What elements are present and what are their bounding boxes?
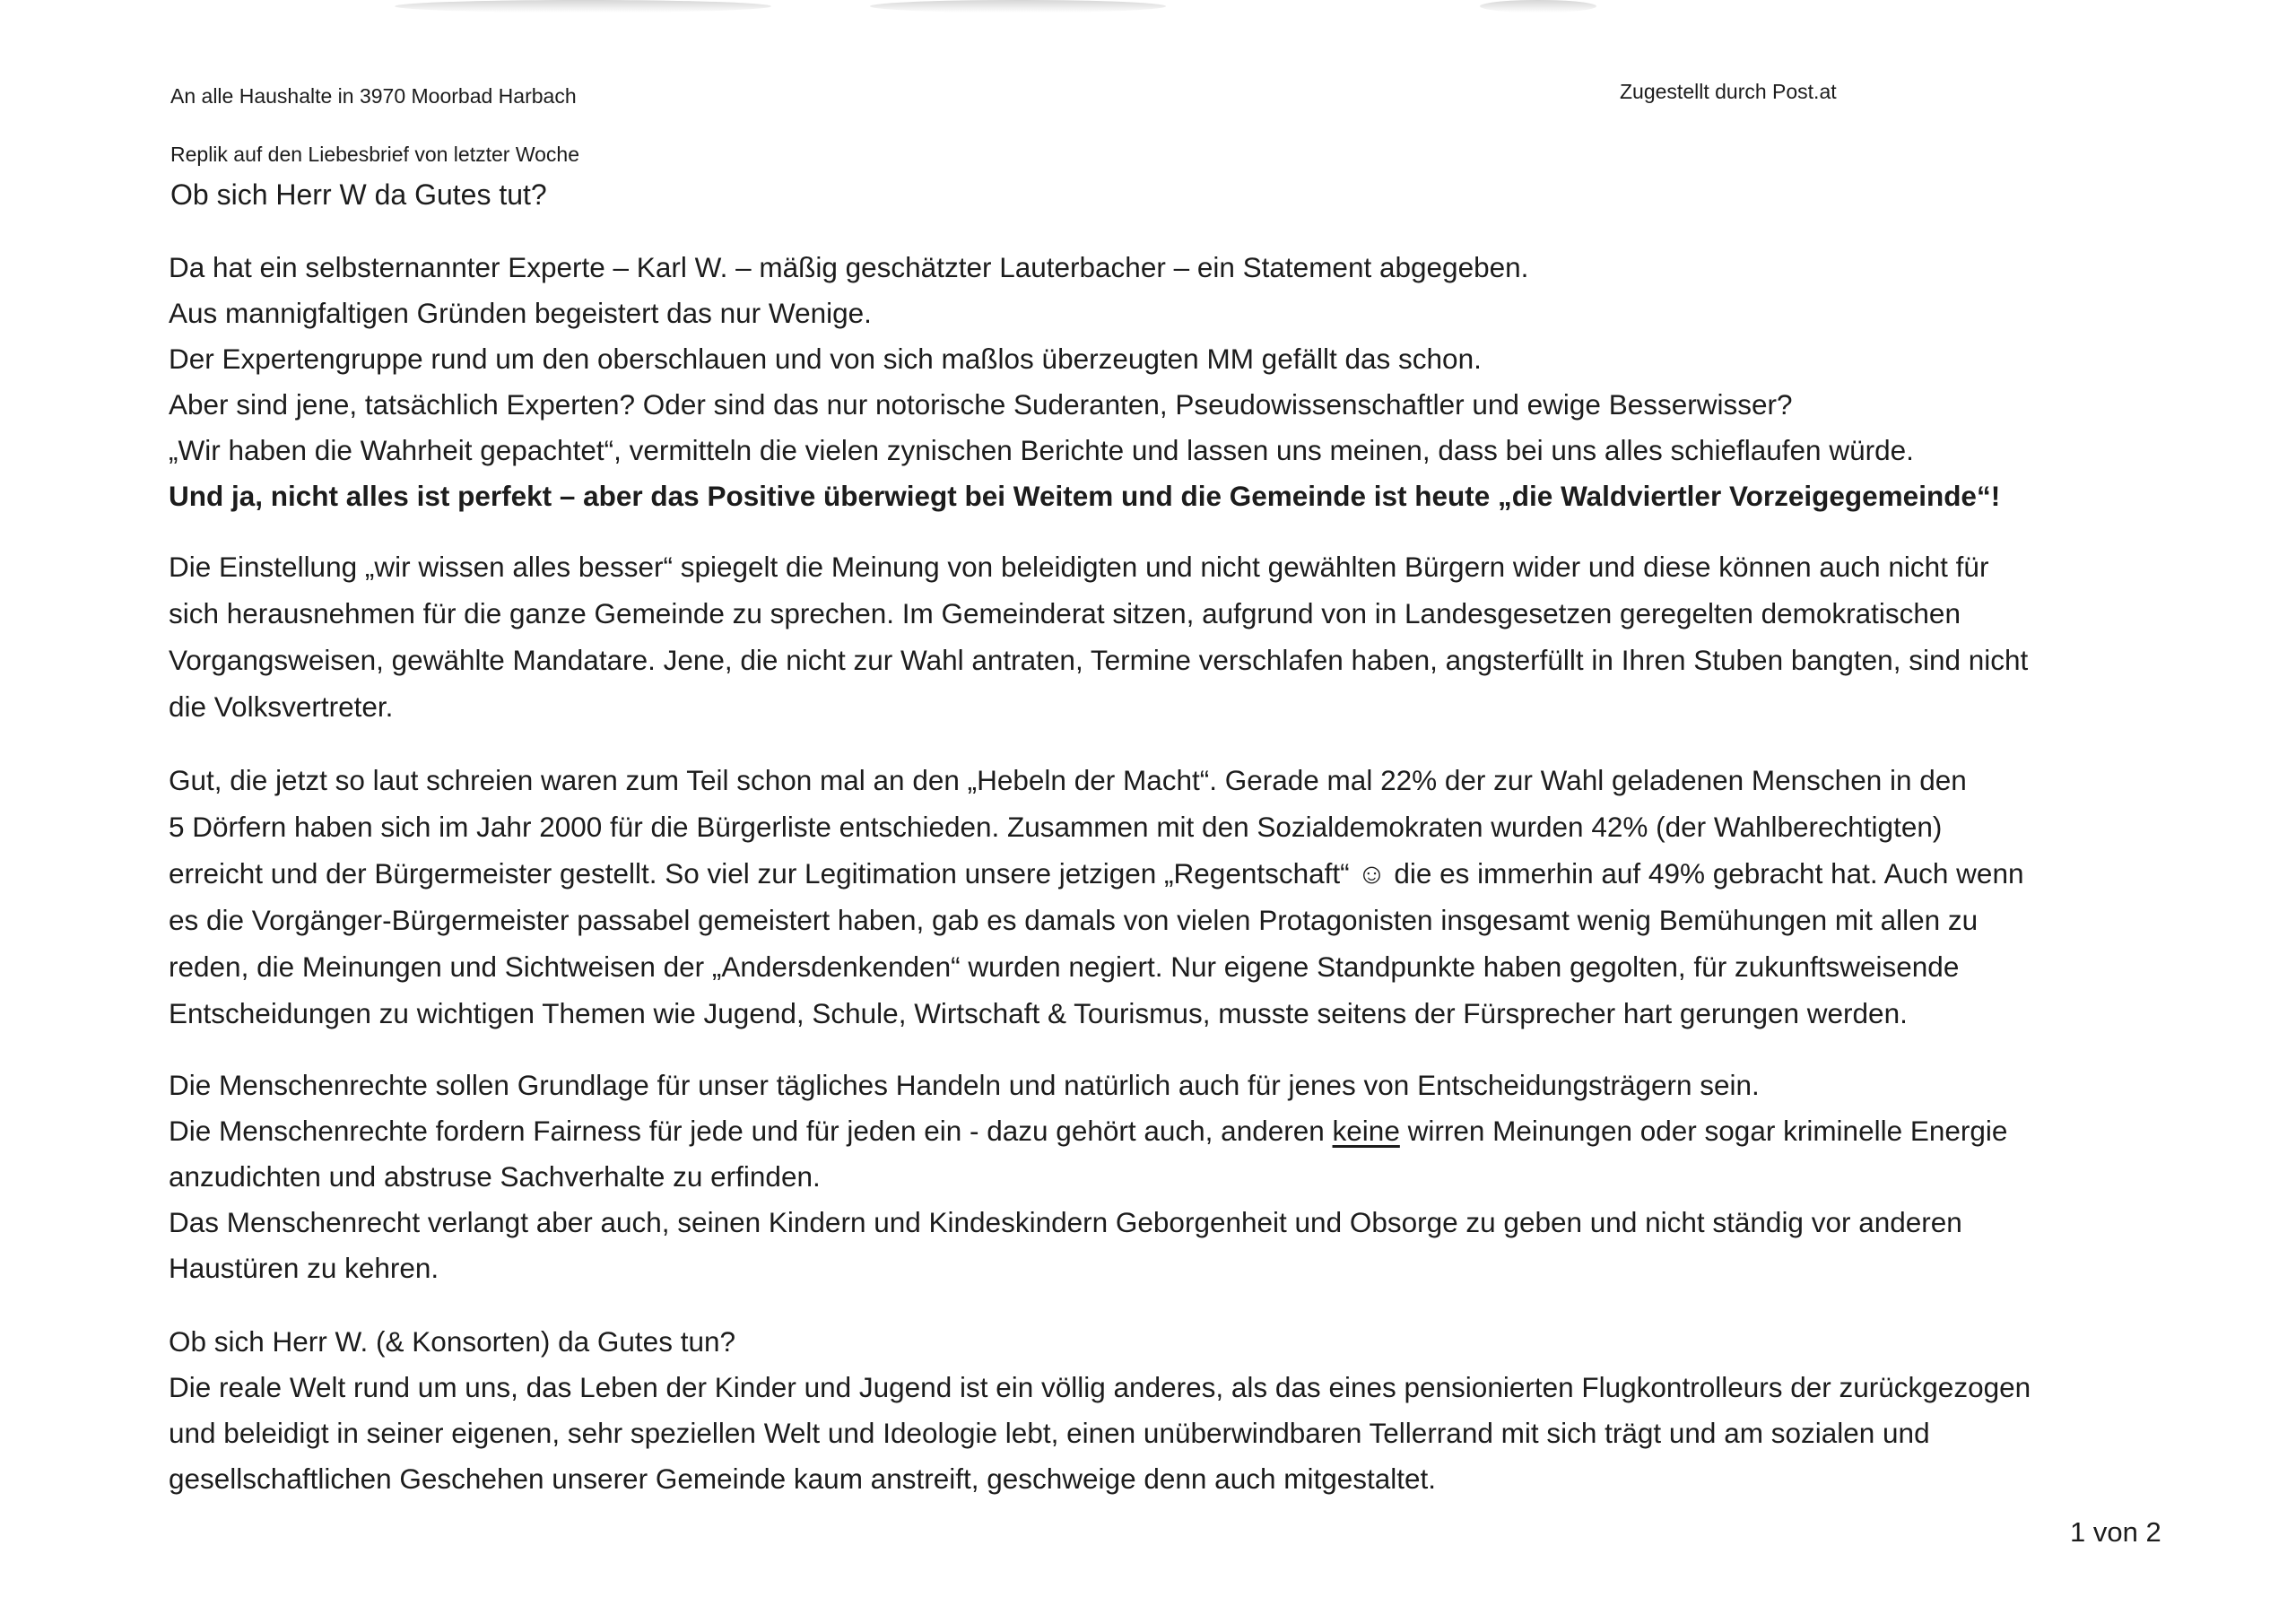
text-line: Da hat ein selbsternannter Experte – Karl W. – mäßig geschätzter Lauterbacher – ein Statement abgegeben.: [169, 251, 1529, 283]
recipient-line: An alle Haushalte in 3970 Moorbad Harbach: [170, 84, 577, 108]
letter-title: Ob sich Herr W da Gutes tut?: [170, 178, 547, 211]
text-line: Haustüren zu kehren.: [169, 1252, 439, 1284]
delivery-note: Zugestellt durch Post.at: [1620, 80, 1837, 103]
text-line: Aber sind jene, tatsächlich Experten? Oder sind das nur notorische Suderanten, Pseudowissenschaftler und ewige Besserwisser?: [169, 388, 1793, 421]
text-line: 5 Dörfern haben sich im Jahr 2000 für die Bürgerliste entschieden. Zusammen mit den Sozialdemokraten wurden 42% (der Wahlberechtigten): [169, 811, 1943, 843]
text-line: Das Menschenrecht verlangt aber auch, seinen Kindern und Kindeskindern Geborgenheit und Obsorge zu geben und nicht ständig vor anderen: [169, 1206, 1962, 1238]
scan-shadow: [395, 0, 771, 13]
bold-statement: Und ja, nicht alles ist perfekt – aber das Positive überwiegt bei Weitem und die Gemeinde ist heute „die Waldviertler Vorzeigegemeinde“!: [169, 480, 2001, 512]
text-line: Aus mannigfaltigen Gründen begeistert das nur Wenige.: [169, 297, 872, 329]
text-segment: wirren Meinungen oder sogar kriminelle Energie: [1399, 1115, 2008, 1147]
text-line: Ob sich Herr W. (& Konsorten) da Gutes tun?: [169, 1325, 736, 1358]
text-line: es die Vorgänger-Bürgermeister passabel gemeistert haben, gab es damals von vielen Protagonisten insgesamt wenig Bemühungen mit allen zu: [169, 904, 1979, 936]
text-line: reden, die Meinungen und Sichtweisen der „Andersdenkenden“ wurden negiert. Nur eigene Standpunkte haben gegolten, für zukunftsweisende: [169, 950, 1960, 983]
text-line: anzudichten und abstruse Sachverhalte zu erfinden.: [169, 1160, 821, 1193]
scan-shadow: [870, 0, 1166, 13]
page-number: 1 von 2: [2070, 1516, 2161, 1548]
text-line: Die reale Welt rund um uns, das Leben der Kinder und Jugend ist ein völlig anderes, als das eines pensionierten Flugkontrolleurs der zurückgezogen: [169, 1371, 2031, 1403]
text-line: Gut, die jetzt so laut schreien waren zum Teil schon mal an den „Hebeln der Macht“. Gerade mal 22% der zur Wahl geladenen Menschen in den: [169, 764, 1967, 796]
text-line: die Volksvertreter.: [169, 690, 394, 723]
text-line: Die Einstellung „wir wissen alles besser“ spiegelt die Meinung von beleidigten und nicht gewählten Bürgern wider und diese können auch nicht für: [169, 551, 1989, 583]
underlined-word: keine: [1332, 1115, 1400, 1147]
letter-subtitle: Replik auf den Liebesbrief von letzter Woche: [170, 143, 580, 166]
text-line: Die Menschenrechte sollen Grundlage für unser tägliches Handeln und natürlich auch für jenes von Entscheidungsträgern sein.: [169, 1069, 1760, 1101]
text-line: Entscheidungen zu wichtigen Themen wie Jugend, Schule, Wirtschaft & Tourismus, musste seitens der Fürsprecher hart gerungen werden.: [169, 997, 1908, 1029]
text-line: „Wir haben die Wahrheit gepachtet“, vermitteln die vielen zynischen Berichte und lassen uns meinen, dass bei uns alles schieflaufen würde.: [169, 434, 1914, 466]
scan-shadow: [1480, 0, 1596, 13]
text-line: und beleidigt in seiner eigenen, sehr speziellen Welt und Ideologie lebt, einen unüberwindbaren Tellerrand mit sich trägt und am sozialen und: [169, 1417, 1930, 1449]
text-line: sich herausnehmen für die ganze Gemeinde zu sprechen. Im Gemeinderat sitzen, aufgrund von in Landesgesetzen geregelten demokratischen: [169, 597, 1961, 629]
text-line: Vorgangsweisen, gewählte Mandatare. Jene, die nicht zur Wahl antraten, Termine verschlafen haben, angsterfüllt in Ihren Stuben bangten, sind nicht: [169, 644, 2029, 676]
text-line: gesellschaftlichen Geschehen unserer Gemeinde kaum anstreift, geschweige denn auch mitgestaltet.: [169, 1462, 1437, 1495]
text-line: erreicht und der Bürgermeister gestellt. So viel zur Legitimation unsere jetzigen „Regentschaft“ ☺ die es immerhin auf 49% gebracht hat. Auch wenn: [169, 857, 2024, 890]
text-segment: Die Menschenrechte fordern Fairness für jede und für jeden ein - dazu gehört auch, anderen: [169, 1115, 1333, 1147]
text-line: [169, 1113, 2007, 1149]
text-line: Der Expertengruppe rund um den oberschlauen und von sich maßlos überzeugten MM gefällt das schon.: [169, 343, 1482, 375]
